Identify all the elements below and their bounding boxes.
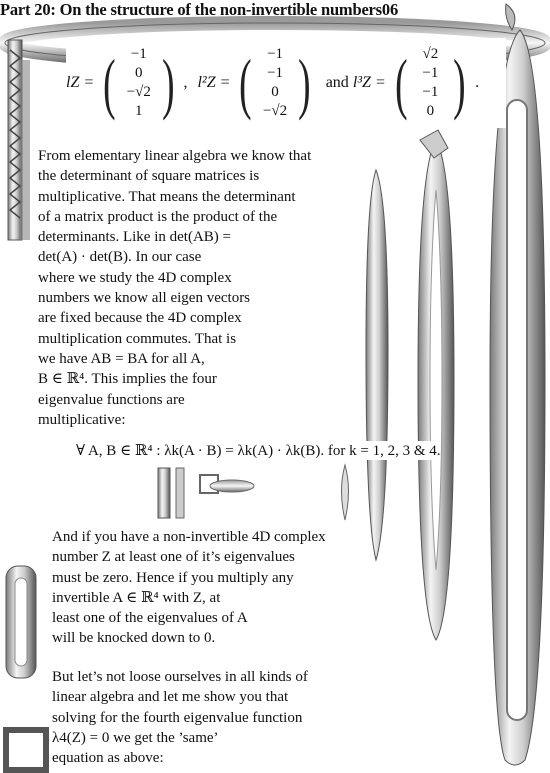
small-spindle-shape [342, 170, 389, 560]
equation-end: . [475, 74, 480, 91]
equation-separator: , [183, 74, 188, 91]
equation-lhs-2: l²Z = [197, 74, 231, 91]
left-chain-shape [8, 40, 30, 240]
bottom-left-ring-shape [6, 566, 46, 770]
matrix-3: ( √2 −1 −1 0 ) [394, 45, 466, 121]
right-spindle-shape [418, 130, 454, 640]
paragraph-non-invertible: And if you have a non-invertible 4D complex number Z at least one of it’s eigenvalues must be zero. Hence if you multiply any invertible A ∈ ℝ⁴ with Z, at least one of the eigenvalues of A will be knocked down to 0. [52, 529, 326, 647]
equation-and: and [325, 74, 349, 91]
right-large-loop-shape [490, 30, 545, 765]
eigenvector-equation [66, 38, 506, 128]
paragraph-fourth-eigenvalue: But let’s not loose ourselves in all kinds of linear algebra and let me show you that solving for the fourth eigenvalue function λ4(Z) = 0 we get the ’same’ equation as above: [52, 669, 308, 767]
paragraph-determinant: From elementary linear algebra we know that the determinant of square matrices is multiplicative. That means the determinant of a matrix product is the product of the determinants. Like in det(AB) = det(A) · det(B). In our case where we study the 4D complex numbers we know all eigen vectors are fixed because the 4D complex multiplication commutes. That is we have AB = BA for all A, B ∈ ℝ⁴. This implies the four eigenvalue functions are multiplicative: [38, 148, 312, 428]
equation-lhs-1: lZ = [66, 74, 95, 91]
mid-fragments-shape [158, 468, 254, 518]
page-title: Part 20: On the structure of the non-invertible numbers06 [0, 0, 399, 19]
matrix-1: ( −1 0 −√2 1 ) [103, 45, 175, 121]
matrix-2: ( −1 −1 0 −√2 ) [239, 45, 311, 121]
equation-lhs-3: l³Z = [352, 74, 386, 91]
multiplicative-eigenvalue-equation: ∀ A, B ∈ ℝ⁴ : λk(A · B) = λk(A) · λk(B). for k = 1, 2, 3 & 4. [76, 443, 441, 459]
